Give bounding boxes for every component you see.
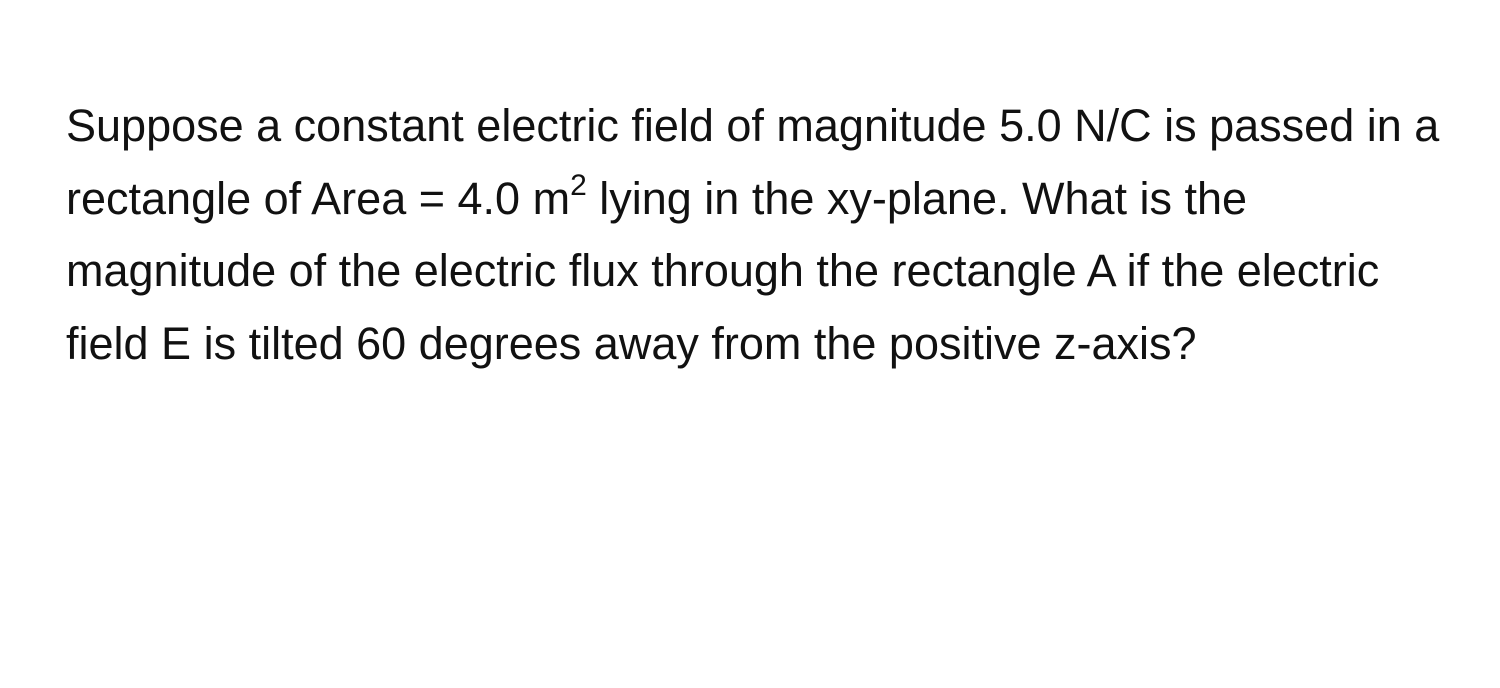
question-text [66,90,1446,380]
area-unit-exponent: 2 [570,168,587,202]
question-text-part2: lying in the xy-plane. What is the magnitude of the electric flux through the rectangle A if the electric field E is tilted 60 degrees away from the positive z-axis? [66,172,1380,369]
question-text-part1: Suppose a constant electric field of magnitude 5.0 N/C is passed in a rectangle of Area = 4.0 m [66,100,1440,224]
